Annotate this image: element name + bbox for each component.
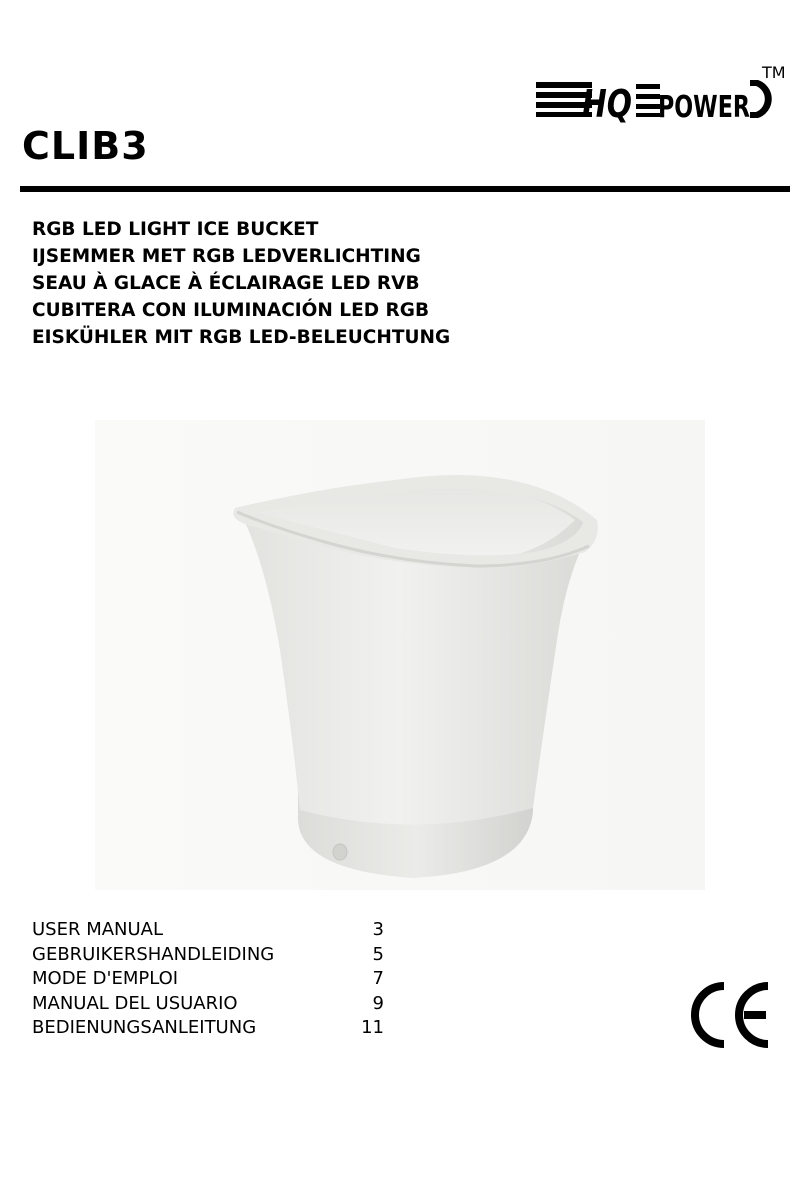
toc-item[interactable] bbox=[32, 918, 384, 943]
model-number: CLIB3 bbox=[22, 124, 149, 168]
title-nl: IJSEMMER MET RGB LEDVERLICHTING bbox=[32, 246, 421, 267]
toc-item[interactable] bbox=[32, 943, 384, 968]
toc-label: MANUAL DEL USUARIO bbox=[32, 992, 238, 1014]
toc-item[interactable] bbox=[32, 967, 384, 992]
toc-item[interactable] bbox=[32, 1016, 384, 1041]
product-titles bbox=[32, 216, 450, 351]
table-of-contents bbox=[32, 918, 384, 1041]
toc-page: 7 bbox=[372, 968, 384, 989]
toc-page: 5 bbox=[372, 943, 384, 965]
toc-page: 9 bbox=[372, 992, 384, 1014]
svg-text:HQ: HQ bbox=[582, 82, 632, 126]
title-divider bbox=[20, 186, 790, 192]
toc-label: BEDIENUNGSANLEITUNG bbox=[32, 1017, 257, 1038]
toc-item[interactable] bbox=[32, 992, 384, 1017]
svg-text:POWER: POWER bbox=[658, 90, 750, 125]
title-fr: SEAU À GLACE À ÉCLAIRAGE LED RVB bbox=[32, 273, 420, 294]
toc-page: 11 bbox=[361, 1017, 384, 1038]
toc-label: GEBRUIKERSHANDLEIDING bbox=[32, 943, 275, 965]
title-de: EISKÜHLER MIT RGB LED-BELEUCHTUNG bbox=[32, 327, 451, 348]
ce-mark-icon bbox=[688, 980, 774, 1050]
hq-power-logo bbox=[534, 64, 789, 126]
title-en: RGB LED LIGHT ICE BUCKET bbox=[32, 219, 319, 240]
title-es: CUBITERA CON ILUMINACIÓN LED RGB bbox=[32, 300, 430, 321]
toc-label: USER MANUAL bbox=[32, 919, 164, 940]
toc-page: 3 bbox=[372, 919, 384, 940]
toc-label: MODE D'EMPLOI bbox=[32, 968, 179, 989]
trademark-symbol: TM bbox=[762, 64, 786, 82]
ice-bucket-photo bbox=[95, 420, 705, 890]
